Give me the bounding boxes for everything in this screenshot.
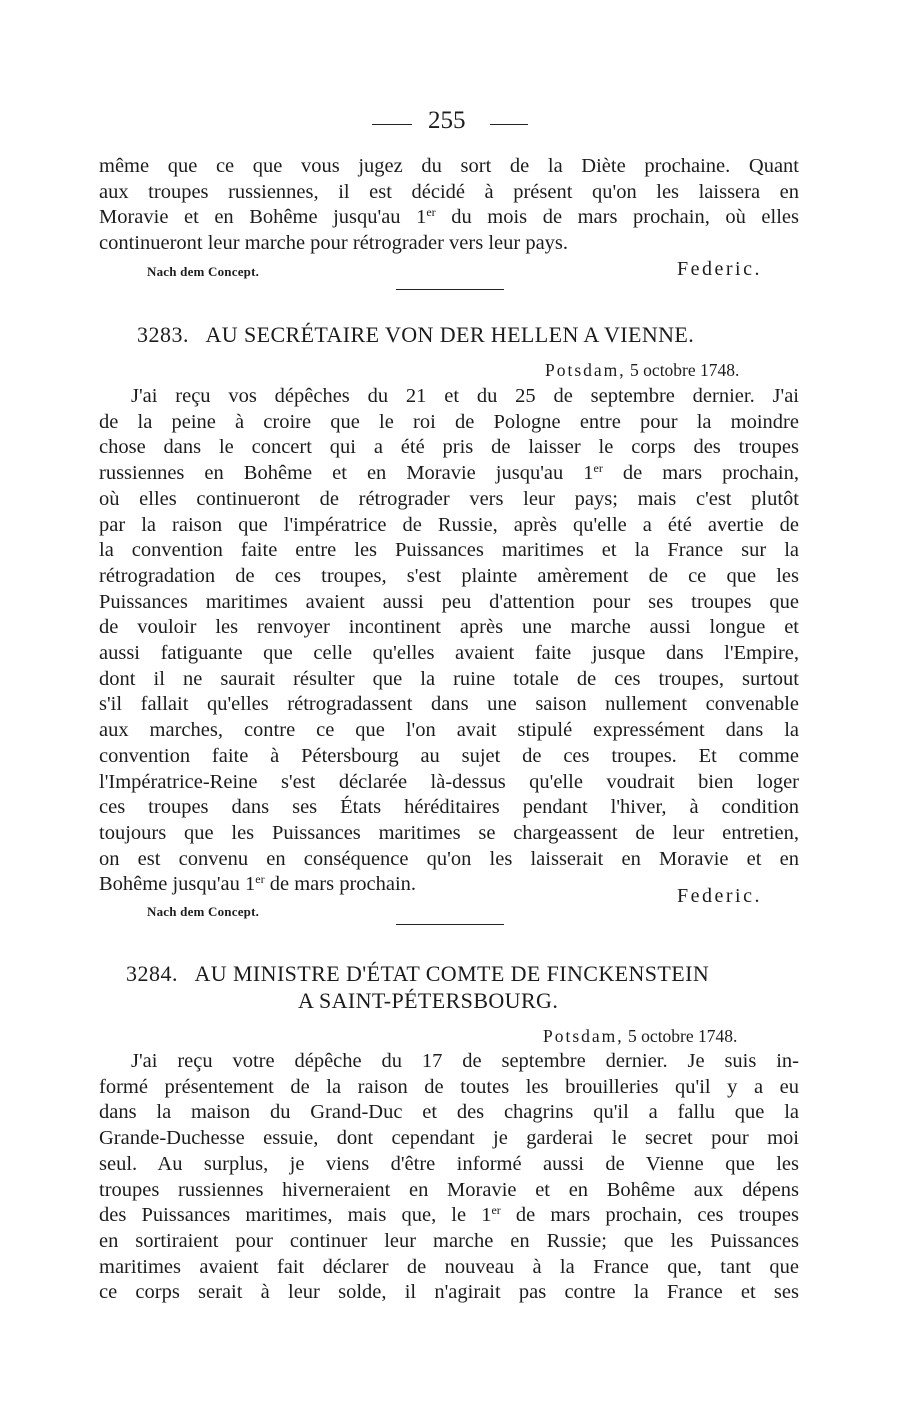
page-header (0, 103, 900, 139)
text-line: de la peine à croire que le roi de Pologne entre pour la moindre (99, 410, 799, 433)
text-line: aux marches, contre ce que l'on avait stipulé expressément dans la (99, 719, 799, 742)
text-line: ces troupes dans ses États héréditaires pendant l'hiver, à condition (99, 796, 799, 819)
text-line: où elles continueront de rétrograder vers leur pays; mais c'est plutôt (99, 487, 799, 510)
dateline-place: Potsdam, (543, 1026, 624, 1046)
text-line: Grande-Duchesse essuie, dont cependant je garderai le secret pour moi (99, 1127, 799, 1150)
source-note: Nach dem Concept. (147, 264, 260, 279)
text-line: la convention faite entre les Puissances maritimes et la France sur la (99, 539, 799, 562)
letter-body (99, 1049, 799, 1306)
signature: Federic. (677, 258, 762, 280)
text-line: par la raison que l'impératrice de Russie, après qu'elle a été avertie de (99, 513, 799, 536)
dateline-date: 5 octobre 1748. (630, 360, 740, 380)
signature: Federic. (677, 885, 762, 907)
text-line: chose dans le concert qui a été pris de laisser le corps des troupes (99, 436, 799, 459)
text-line: de vouloir les renvoyer incontinent après une marche aussi longue et (99, 616, 799, 639)
intro-paragraph (99, 154, 799, 257)
text-line: dans la maison du Grand-Duc et des chagrins qu'il a fallu que la (99, 1101, 799, 1124)
text-line: rétrogradation de ces troupes, s'est plainte amèrement de ce que les (99, 564, 799, 587)
text-line: J'ai reçu vos dépêches du 21 et du 25 de septembre dernier. J'ai (131, 385, 799, 407)
letter-number: 3283. (137, 322, 189, 347)
text-line: russiennes en Bohême et en Moravie jusqu'au 1er de mars prochain, (99, 461, 799, 485)
header-dash-right (490, 124, 528, 125)
text-line: ce corps serait à leur solde, il n'agirait pas contre la France et ses (99, 1281, 799, 1304)
dateline (545, 360, 739, 381)
letter-title: AU SECRÉTAIRE VON DER HELLEN A VIENNE. (205, 322, 695, 347)
letter-heading (137, 322, 694, 348)
section-divider (396, 924, 504, 925)
text-line: Bohême jusqu'au 1er de mars prochain. (99, 872, 417, 896)
letter-number: 3284. (126, 961, 178, 986)
header-dash-left (372, 124, 412, 125)
text-line: en sortiraient pour continuer leur marche en Russie; que les Puissances (99, 1229, 799, 1252)
text-line: Moravie et en Bohême jusqu'au 1er du mois de mars prochain, où elles (99, 205, 799, 229)
text-line: J'ai reçu votre dépêche du 17 de septembre dernier. Je suis in- (131, 1050, 799, 1072)
text-line: convention faite à Pétersbourg au sujet de ces troupes. Et comme (99, 744, 799, 767)
letter-body (99, 384, 799, 898)
text-line: toujours que les Puissances maritimes se chargeassent de leur entretien, (99, 821, 799, 844)
dateline-date: 5 octobre 1748. (628, 1026, 738, 1046)
text-line: des Puissances maritimes, mais que, le 1er de mars prochain, ces troupes (99, 1203, 799, 1227)
text-line: formé présentement de la raison de toutes les brouilleries qu'il y a eu (99, 1075, 799, 1098)
text-line: Puissances maritimes avaient aussi peu d'attention pour ses troupes que (99, 590, 799, 613)
section-divider (396, 289, 504, 290)
text-line: aussi fatiguante que celle qu'elles avaient faite jusque dans l'Empire, (99, 642, 799, 665)
text-line: maritimes avaient fait déclarer de nouveau à la France que, tant que (99, 1255, 799, 1278)
letter-title: AU MINISTRE D'ÉTAT COMTE DE FINCKENSTEIN (194, 961, 710, 986)
letter-title-line2: A SAINT-PÉTERSBOURG. (298, 988, 559, 1013)
text-line: continueront leur marche pour rétrograder vers leur pays. (99, 232, 569, 255)
text-line: troupes russiennes hiverneraient en Moravie et en Bohême aux dépens (99, 1178, 799, 1201)
text-line: on est convenu en conséquence qu'on les laisserait en Moravie et en (99, 847, 799, 870)
text-line: aux troupes russiennes, il est décidé à présent qu'on les laissera en (99, 180, 799, 203)
source-note: Nach dem Concept. (147, 904, 260, 919)
text-line: l'Impératrice-Reine s'est déclarée là-dessus qu'elle voudrait bien loger (99, 770, 799, 793)
text-line: même que ce que vous jugez du sort de la Diète prochaine. Quant (99, 155, 799, 177)
page-number: 255 (428, 107, 466, 134)
dateline (543, 1026, 737, 1047)
dateline-place: Potsdam, (545, 360, 626, 380)
text-line: seul. Au surplus, je viens d'être informé aussi de Vienne que les (99, 1152, 799, 1175)
letter-heading (126, 961, 709, 987)
text-line: s'il fallait qu'elles rétrogradassent dans une saison nullement convenable (99, 693, 799, 716)
text-line: dont il ne saurait résulter que la ruine totale de ces troupes, surtout (99, 667, 799, 690)
